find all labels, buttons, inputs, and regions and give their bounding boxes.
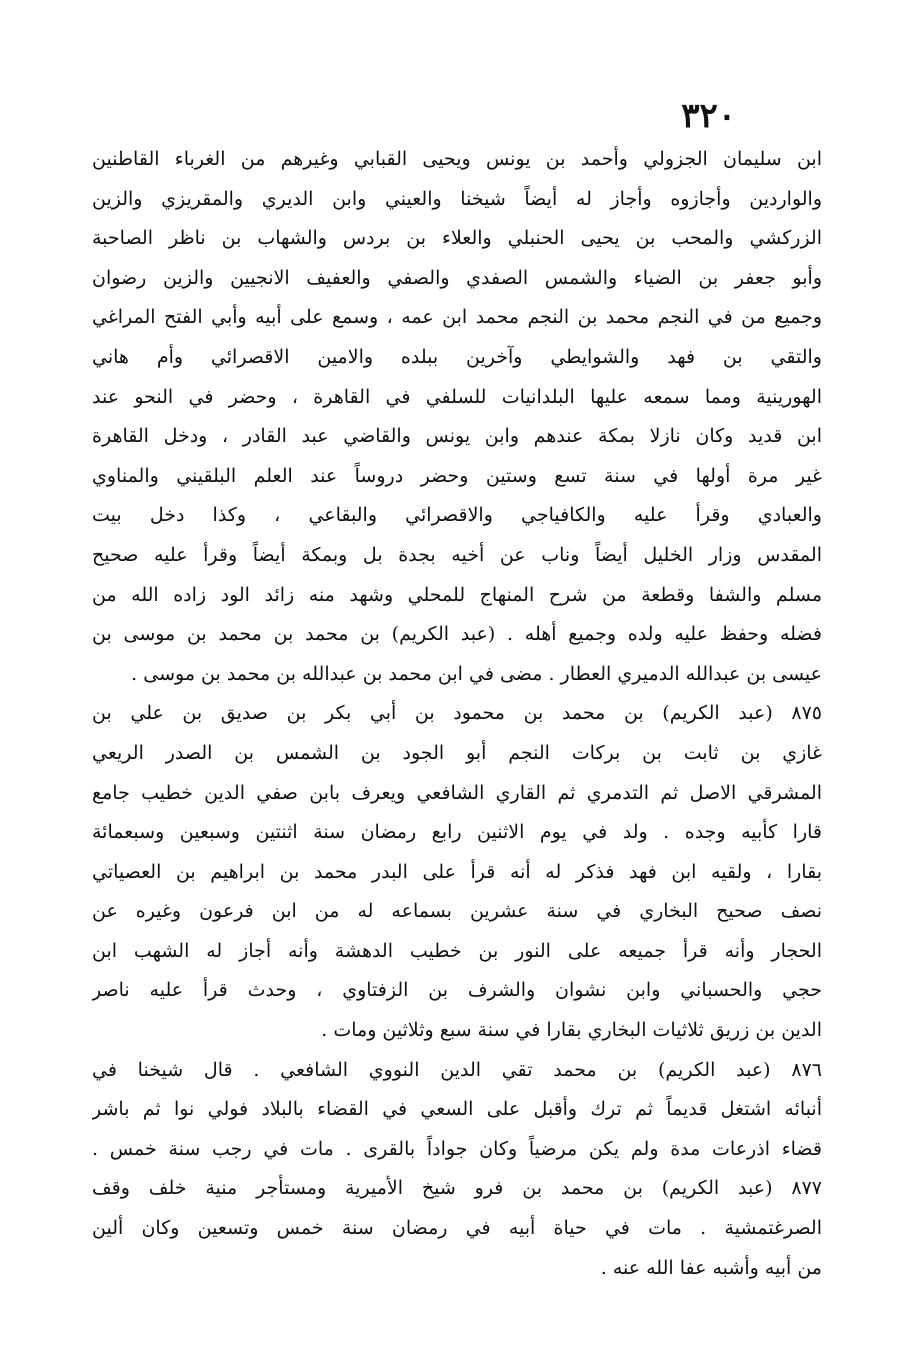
entry-876-line: ٨٧٦ (عبد الكريم) بن محمد تقي الدين النووي الشافعي . قال شيخنا في: [92, 1058, 822, 1081]
text-line: غازي بن ثابت بن بركات النجم أبو الجود بن الشمس بن الصدر الريعي: [92, 741, 822, 764]
text-line: الحجار وأنه قرأ جميعه على النور بن خطيب الدهشة وأنه أجاز له الشهب ابن: [92, 939, 822, 962]
entry-875-line: ٨٧٥ (عبد الكريم) بن محمد بن محمود بن أبي بكر بن صديق بن علي بن: [92, 702, 822, 725]
text-line: وجميع من في النجم محمد بن النجم محمد ابن عمه ، وسمع على أبيه وأبي الفتح المراغي: [92, 306, 822, 329]
text-line: من أبيه وأشبه عفا الله عنه .: [600, 1256, 822, 1279]
text-line: المشرقي الاصل ثم التدمري ثم القاري الشافعي ويعرف بابن صفي الدين خطيب جامع: [92, 781, 822, 804]
text-line: قضاء اذرعات مدة ولم يكن مرضياً وكان جواداً بالقرى . مات في رجب سنة خمس .: [92, 1137, 822, 1160]
text-line: الصرغتمشية . مات في حياة أبيه في رمضان سنة خمس وتسعين وكان ألين: [92, 1217, 822, 1240]
page-number: ٣٢٠: [681, 96, 736, 136]
text-line: غير مرة أولها في سنة تسع وستين وحضر دروساً عند العلم البلقيني والمناوي: [92, 464, 822, 487]
text-line: فضله وحفظ عليه ولده وجميع أهله . (عبد الكريم) بن محمد بن محمد بن موسى بن: [92, 623, 822, 646]
text-line: الهورينية ومما سمعه عليها البلدانيات للسلفي في القاهرة ، وحضر في النحو عند: [92, 385, 822, 408]
text-line: قارا كأبيه وجده . ولد في يوم الاثنين رابع رمضان سنة اثنتين وسبعين وسبعمائة: [92, 821, 822, 844]
text-line: والعبادي وقرأ عليه والكافياجي والاقصرائي والبقاعي ، وكذا دخل بيت: [92, 504, 822, 527]
text-line: وأبو جعفر بن الضياء والشمس الصفدي والصفي والعفيف الانجيين والزين رضوان: [92, 266, 822, 289]
text-line: بقارا ، ولقيه ابن فهد فذكر له أنه قرأ على البدر محمد بن ابراهيم بن العصياتي: [92, 860, 822, 883]
text-line: والواردين وأجازوه وأجاز له أيضاً شيخنا والعيني وابن الديري والمقريزي والزين: [92, 187, 822, 210]
text-line: الزركشي والمحب بن يحيى الحنبلي والعلاء بن بردس والشهاب بن ناظر الصاحبة: [92, 227, 822, 250]
text-line: نصف صحيح البخاري في سنة عشرين بسماعه له من ابن فرعون وغيره عن: [92, 900, 822, 923]
text-line: المقدس وزار الخليل أيضاً وناب عن أخيه بجدة بل وبمكة أيضاً وقرأ عليه صحيح: [92, 543, 822, 566]
text-line: عيسى بن عبدالله الدميري العطار . مضى في ابن محمد بن عبدالله بن محمد بن موسى .: [131, 662, 822, 685]
entry-877-line: ٨٧٧ (عبد الكريم) بن محمد بن فرو شيخ الأميرية ومستأجر منية خلف وقف: [92, 1177, 822, 1200]
text-line: ابن سليمان الجزولي وأحمد بن يونس ويحيى القبابي وغيرهم من الغرباء القاطنين: [92, 148, 822, 170]
text-line: أنبائه اشتغل قديماً ثم ترك وأقبل على السعي في القضاء بالبلاد فولي نوا ثم باشر: [92, 1098, 822, 1121]
text-body: [92, 140, 822, 1288]
text-line: والتقي بن فهد والشوايطي وآخرين ببلده والامين الاقصرائي وأم هاني: [92, 345, 822, 368]
text-line: حجي والحسباني وابن نشوان والشرف بن الزفتاوي ، وحدث قرأ عليه ناصر: [92, 979, 822, 1002]
text-line: الدين بن زريق ثلاثيات البخاري بقارا في سنة سبع وثلاثين ومات .: [321, 1019, 822, 1042]
text-line: مسلم والشفا وقطعة من شرح المنهاج للمحلي وشهد منه زائد الود زاده الله من: [92, 583, 822, 606]
text-line: ابن قديد وكان نازلا بمكة عندهم وابن يونس والقاضي عبد القادر ، ودخل القاهرة: [92, 425, 822, 448]
